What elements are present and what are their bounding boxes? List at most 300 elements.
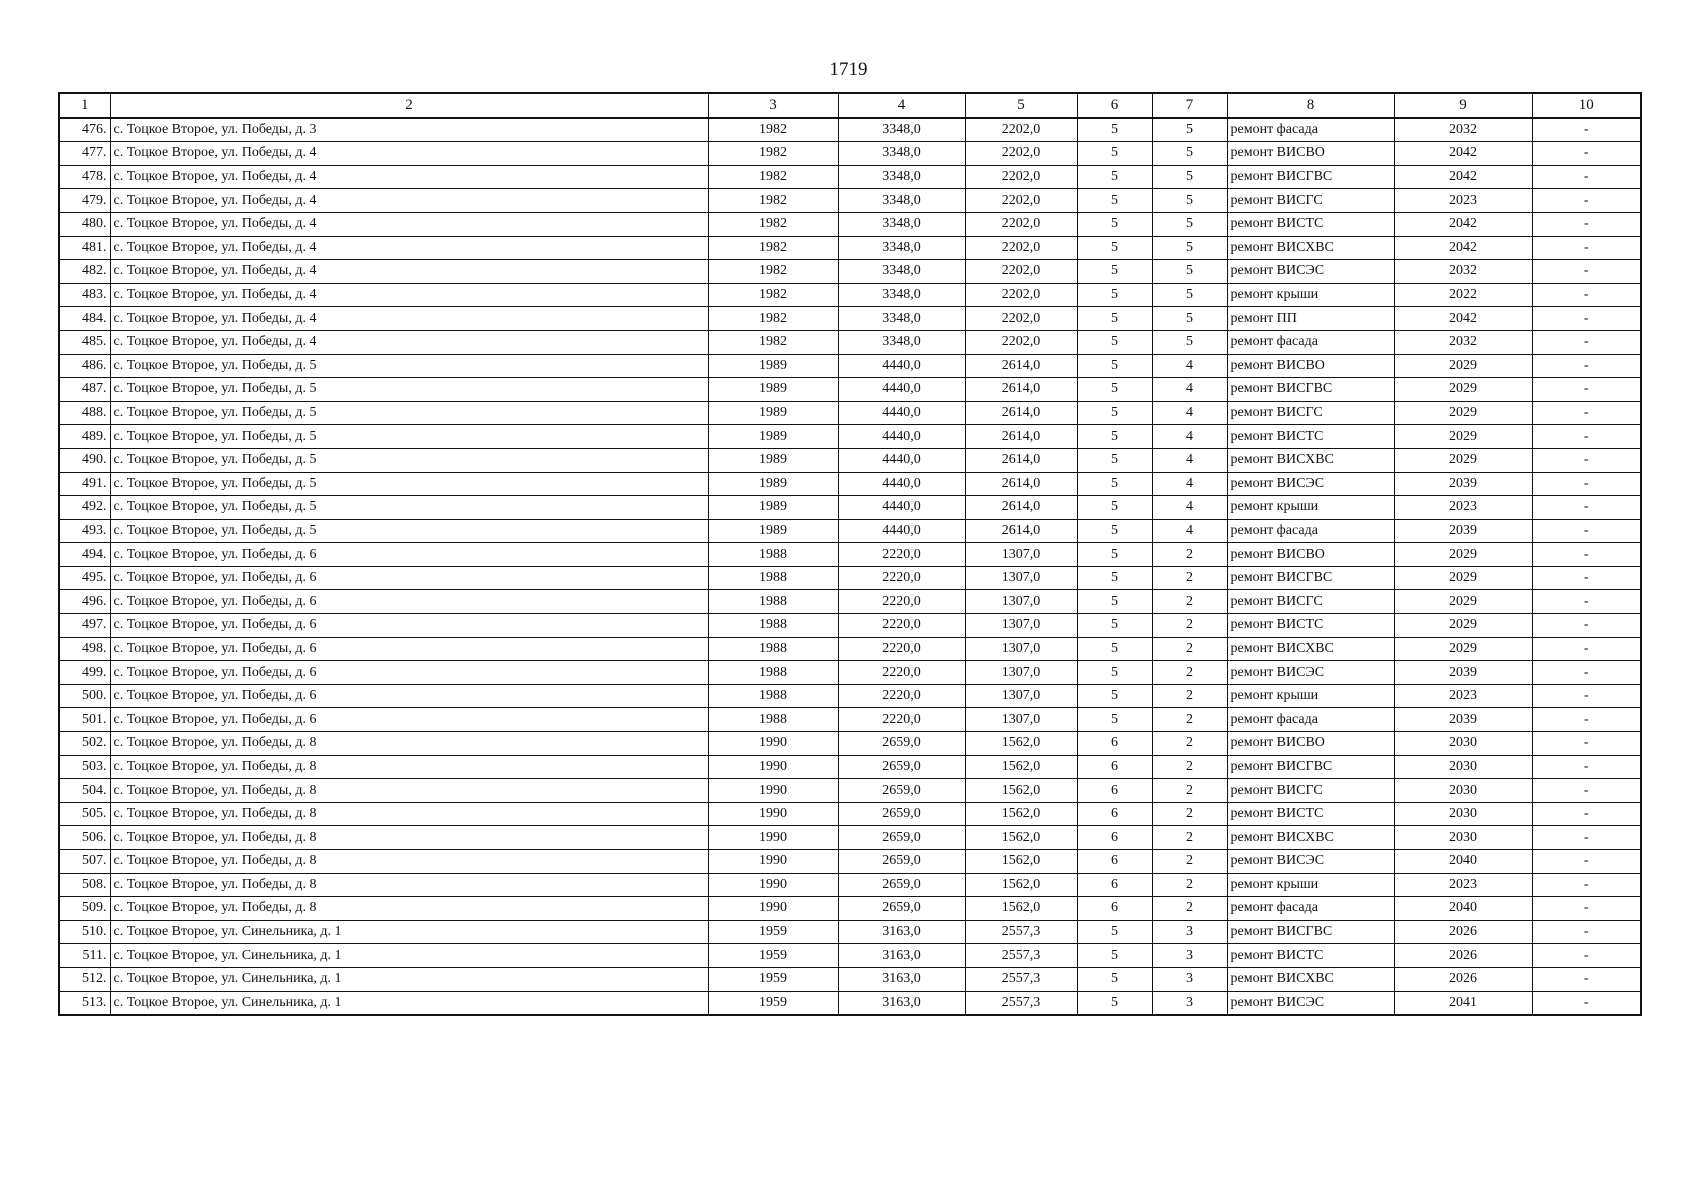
entrances-cell: 5 (1152, 260, 1227, 284)
row-number-cell: 477. (59, 142, 110, 166)
table-row (59, 260, 1641, 284)
living-area-cell: 2557,3 (965, 991, 1077, 1015)
work-type-cell: ремонт крыши (1227, 283, 1394, 307)
note-cell: - (1532, 118, 1641, 142)
build-year-cell: 1990 (708, 802, 838, 826)
floors-cell: 5 (1077, 378, 1152, 402)
entrances-cell: 4 (1152, 401, 1227, 425)
planned-year-cell: 2030 (1394, 732, 1532, 756)
living-area-cell: 2202,0 (965, 165, 1077, 189)
planned-year-cell: 2023 (1394, 496, 1532, 520)
table-row (59, 566, 1641, 590)
total-area-cell: 4440,0 (838, 378, 965, 402)
entrances-cell: 2 (1152, 637, 1227, 661)
row-number-cell: 483. (59, 283, 110, 307)
living-area-cell: 2614,0 (965, 378, 1077, 402)
note-cell: - (1532, 401, 1641, 425)
build-year-cell: 1989 (708, 425, 838, 449)
build-year-cell: 1989 (708, 378, 838, 402)
total-area-cell: 2659,0 (838, 779, 965, 803)
build-year-cell: 1959 (708, 944, 838, 968)
entrances-cell: 4 (1152, 472, 1227, 496)
entrances-cell: 2 (1152, 755, 1227, 779)
table-row (59, 755, 1641, 779)
total-area-cell: 3163,0 (838, 991, 965, 1015)
total-area-cell: 4440,0 (838, 472, 965, 496)
note-cell: - (1532, 826, 1641, 850)
build-year-cell: 1990 (708, 779, 838, 803)
floors-cell: 5 (1077, 330, 1152, 354)
column-header-4: 4 (838, 93, 965, 118)
table-row (59, 283, 1641, 307)
entrances-cell: 2 (1152, 684, 1227, 708)
total-area-cell: 2659,0 (838, 873, 965, 897)
table-row (59, 779, 1641, 803)
build-year-cell: 1982 (708, 212, 838, 236)
note-cell: - (1532, 260, 1641, 284)
address-cell: с. Тоцкое Второе, ул. Победы, д. 8 (110, 826, 708, 850)
total-area-cell: 2220,0 (838, 590, 965, 614)
total-area-cell: 2659,0 (838, 755, 965, 779)
work-type-cell: ремонт фасада (1227, 897, 1394, 921)
planned-year-cell: 2040 (1394, 850, 1532, 874)
planned-year-cell: 2023 (1394, 684, 1532, 708)
floors-cell: 5 (1077, 519, 1152, 543)
build-year-cell: 1982 (708, 118, 838, 142)
table-row (59, 661, 1641, 685)
table-row (59, 378, 1641, 402)
build-year-cell: 1988 (708, 614, 838, 638)
note-cell: - (1532, 755, 1641, 779)
note-cell: - (1532, 283, 1641, 307)
work-type-cell: ремонт ВИСХВС (1227, 826, 1394, 850)
floors-cell: 5 (1077, 967, 1152, 991)
floors-cell: 6 (1077, 802, 1152, 826)
row-number-cell: 501. (59, 708, 110, 732)
address-cell: с. Тоцкое Второе, ул. Победы, д. 6 (110, 590, 708, 614)
total-area-cell: 3348,0 (838, 142, 965, 166)
row-number-cell: 493. (59, 519, 110, 543)
column-header-1: 1 (59, 93, 110, 118)
floors-cell: 5 (1077, 401, 1152, 425)
table-row (59, 212, 1641, 236)
total-area-cell: 2220,0 (838, 708, 965, 732)
address-cell: с. Тоцкое Второе, ул. Победы, д. 3 (110, 118, 708, 142)
address-cell: с. Тоцкое Второе, ул. Победы, д. 6 (110, 566, 708, 590)
row-number-cell: 502. (59, 732, 110, 756)
living-area-cell: 2202,0 (965, 212, 1077, 236)
note-cell: - (1532, 944, 1641, 968)
row-number-cell: 478. (59, 165, 110, 189)
floors-cell: 5 (1077, 283, 1152, 307)
work-type-cell: ремонт ВИСГВС (1227, 920, 1394, 944)
work-type-cell: ремонт ВИСТС (1227, 802, 1394, 826)
address-cell: с. Тоцкое Второе, ул. Победы, д. 4 (110, 165, 708, 189)
entrances-cell: 5 (1152, 189, 1227, 213)
entrances-cell: 4 (1152, 354, 1227, 378)
build-year-cell: 1982 (708, 165, 838, 189)
total-area-cell: 3348,0 (838, 189, 965, 213)
address-cell: с. Тоцкое Второе, ул. Победы, д. 5 (110, 472, 708, 496)
note-cell: - (1532, 212, 1641, 236)
note-cell: - (1532, 236, 1641, 260)
note-cell: - (1532, 425, 1641, 449)
entrances-cell: 2 (1152, 732, 1227, 756)
living-area-cell: 2614,0 (965, 472, 1077, 496)
table-row (59, 897, 1641, 921)
planned-year-cell: 2030 (1394, 755, 1532, 779)
planned-year-cell: 2029 (1394, 590, 1532, 614)
note-cell: - (1532, 519, 1641, 543)
planned-year-cell: 2042 (1394, 212, 1532, 236)
build-year-cell: 1982 (708, 236, 838, 260)
address-cell: с. Тоцкое Второе, ул. Победы, д. 5 (110, 401, 708, 425)
living-area-cell: 1562,0 (965, 779, 1077, 803)
note-cell: - (1532, 614, 1641, 638)
total-area-cell: 3348,0 (838, 165, 965, 189)
address-cell: с. Тоцкое Второе, ул. Победы, д. 8 (110, 779, 708, 803)
note-cell: - (1532, 661, 1641, 685)
row-number-cell: 476. (59, 118, 110, 142)
build-year-cell: 1959 (708, 991, 838, 1015)
address-cell: с. Тоцкое Второе, ул. Синельника, д. 1 (110, 967, 708, 991)
living-area-cell: 1562,0 (965, 732, 1077, 756)
total-area-cell: 2220,0 (838, 566, 965, 590)
build-year-cell: 1990 (708, 732, 838, 756)
row-number-cell: 492. (59, 496, 110, 520)
entrances-cell: 2 (1152, 779, 1227, 803)
row-number-cell: 494. (59, 543, 110, 567)
floors-cell: 5 (1077, 425, 1152, 449)
work-type-cell: ремонт ВИСГС (1227, 401, 1394, 425)
total-area-cell: 4440,0 (838, 401, 965, 425)
total-area-cell: 3163,0 (838, 967, 965, 991)
table-row (59, 991, 1641, 1015)
work-type-cell: ремонт ВИСХВС (1227, 448, 1394, 472)
build-year-cell: 1982 (708, 283, 838, 307)
entrances-cell: 5 (1152, 330, 1227, 354)
build-year-cell: 1990 (708, 755, 838, 779)
entrances-cell: 2 (1152, 873, 1227, 897)
table-body (59, 118, 1641, 1016)
build-year-cell: 1982 (708, 330, 838, 354)
total-area-cell: 4440,0 (838, 496, 965, 520)
build-year-cell: 1989 (708, 354, 838, 378)
table-row (59, 165, 1641, 189)
table-row (59, 850, 1641, 874)
note-cell: - (1532, 165, 1641, 189)
floors-cell: 5 (1077, 614, 1152, 638)
table-row (59, 448, 1641, 472)
floors-cell: 5 (1077, 212, 1152, 236)
build-year-cell: 1988 (708, 590, 838, 614)
entrances-cell: 4 (1152, 496, 1227, 520)
row-number-cell: 508. (59, 873, 110, 897)
column-header-3: 3 (708, 93, 838, 118)
build-year-cell: 1982 (708, 142, 838, 166)
note-cell: - (1532, 496, 1641, 520)
note-cell: - (1532, 637, 1641, 661)
total-area-cell: 3348,0 (838, 307, 965, 331)
row-number-cell: 512. (59, 967, 110, 991)
work-type-cell: ремонт ВИСВО (1227, 732, 1394, 756)
address-cell: с. Тоцкое Второе, ул. Победы, д. 6 (110, 614, 708, 638)
entrances-cell: 2 (1152, 566, 1227, 590)
total-area-cell: 3163,0 (838, 920, 965, 944)
living-area-cell: 2614,0 (965, 448, 1077, 472)
work-type-cell: ремонт ВИСГВС (1227, 378, 1394, 402)
living-area-cell: 1307,0 (965, 708, 1077, 732)
note-cell: - (1532, 354, 1641, 378)
floors-cell: 6 (1077, 826, 1152, 850)
table-row (59, 425, 1641, 449)
living-area-cell: 2202,0 (965, 142, 1077, 166)
floors-cell: 6 (1077, 732, 1152, 756)
note-cell: - (1532, 802, 1641, 826)
planned-year-cell: 2029 (1394, 378, 1532, 402)
table-row (59, 118, 1641, 142)
row-number-cell: 504. (59, 779, 110, 803)
floors-cell: 6 (1077, 779, 1152, 803)
living-area-cell: 2557,3 (965, 967, 1077, 991)
row-number-cell: 484. (59, 307, 110, 331)
total-area-cell: 2220,0 (838, 684, 965, 708)
build-year-cell: 1982 (708, 307, 838, 331)
total-area-cell: 2220,0 (838, 637, 965, 661)
living-area-cell: 1562,0 (965, 850, 1077, 874)
build-year-cell: 1988 (708, 543, 838, 567)
living-area-cell: 2202,0 (965, 236, 1077, 260)
living-area-cell: 2614,0 (965, 425, 1077, 449)
table-row (59, 826, 1641, 850)
floors-cell: 5 (1077, 354, 1152, 378)
entrances-cell: 3 (1152, 991, 1227, 1015)
address-cell: с. Тоцкое Второе, ул. Победы, д. 8 (110, 755, 708, 779)
note-cell: - (1532, 590, 1641, 614)
entrances-cell: 5 (1152, 142, 1227, 166)
total-area-cell: 3163,0 (838, 944, 965, 968)
total-area-cell: 2659,0 (838, 732, 965, 756)
work-type-cell: ремонт ВИСТС (1227, 425, 1394, 449)
entrances-cell: 4 (1152, 519, 1227, 543)
table-row (59, 354, 1641, 378)
total-area-cell: 2659,0 (838, 850, 965, 874)
planned-year-cell: 2042 (1394, 165, 1532, 189)
work-type-cell: ремонт ВИСЭС (1227, 991, 1394, 1015)
living-area-cell: 2202,0 (965, 330, 1077, 354)
build-year-cell: 1989 (708, 472, 838, 496)
row-number-cell: 480. (59, 212, 110, 236)
total-area-cell: 3348,0 (838, 330, 965, 354)
work-type-cell: ремонт ВИСХВС (1227, 236, 1394, 260)
table-row (59, 472, 1641, 496)
note-cell: - (1532, 142, 1641, 166)
build-year-cell: 1959 (708, 920, 838, 944)
floors-cell: 5 (1077, 448, 1152, 472)
floors-cell: 5 (1077, 236, 1152, 260)
build-year-cell: 1989 (708, 496, 838, 520)
work-type-cell: ремонт крыши (1227, 684, 1394, 708)
address-cell: с. Тоцкое Второе, ул. Победы, д. 6 (110, 708, 708, 732)
build-year-cell: 1990 (708, 850, 838, 874)
row-number-cell: 482. (59, 260, 110, 284)
floors-cell: 5 (1077, 189, 1152, 213)
entrances-cell: 3 (1152, 944, 1227, 968)
table-row (59, 967, 1641, 991)
entrances-cell: 2 (1152, 850, 1227, 874)
floors-cell: 5 (1077, 944, 1152, 968)
work-type-cell: ремонт ВИСГС (1227, 779, 1394, 803)
note-cell: - (1532, 566, 1641, 590)
work-type-cell: ремонт ВИСТС (1227, 212, 1394, 236)
address-cell: с. Тоцкое Второе, ул. Победы, д. 4 (110, 307, 708, 331)
planned-year-cell: 2029 (1394, 401, 1532, 425)
planned-year-cell: 2040 (1394, 897, 1532, 921)
address-cell: с. Тоцкое Второе, ул. Победы, д. 4 (110, 330, 708, 354)
address-cell: с. Тоцкое Второе, ул. Победы, д. 8 (110, 873, 708, 897)
row-number-cell: 506. (59, 826, 110, 850)
entrances-cell: 4 (1152, 425, 1227, 449)
entrances-cell: 2 (1152, 614, 1227, 638)
build-year-cell: 1988 (708, 637, 838, 661)
note-cell: - (1532, 779, 1641, 803)
note-cell: - (1532, 991, 1641, 1015)
build-year-cell: 1988 (708, 684, 838, 708)
column-header-2: 2 (110, 93, 708, 118)
living-area-cell: 1562,0 (965, 802, 1077, 826)
planned-year-cell: 2042 (1394, 307, 1532, 331)
work-type-cell: ремонт фасада (1227, 330, 1394, 354)
row-number-cell: 487. (59, 378, 110, 402)
floors-cell: 5 (1077, 472, 1152, 496)
address-cell: с. Тоцкое Второе, ул. Победы, д. 4 (110, 212, 708, 236)
work-type-cell: ремонт ВИСЭС (1227, 472, 1394, 496)
living-area-cell: 2202,0 (965, 189, 1077, 213)
living-area-cell: 2557,3 (965, 920, 1077, 944)
work-type-cell: ремонт ВИСВО (1227, 354, 1394, 378)
work-type-cell: ремонт ВИСТС (1227, 614, 1394, 638)
address-cell: с. Тоцкое Второе, ул. Победы, д. 6 (110, 661, 708, 685)
floors-cell: 5 (1077, 590, 1152, 614)
planned-year-cell: 2039 (1394, 472, 1532, 496)
table-row (59, 873, 1641, 897)
total-area-cell: 4440,0 (838, 425, 965, 449)
address-cell: с. Тоцкое Второе, ул. Победы, д. 5 (110, 425, 708, 449)
entrances-cell: 5 (1152, 165, 1227, 189)
work-type-cell: ремонт фасада (1227, 519, 1394, 543)
address-cell: с. Тоцкое Второе, ул. Победы, д. 8 (110, 732, 708, 756)
total-area-cell: 4440,0 (838, 354, 965, 378)
address-cell: с. Тоцкое Второе, ул. Победы, д. 4 (110, 189, 708, 213)
build-year-cell: 1982 (708, 260, 838, 284)
floors-cell: 6 (1077, 897, 1152, 921)
entrances-cell: 2 (1152, 708, 1227, 732)
entrances-cell: 4 (1152, 378, 1227, 402)
build-year-cell: 1988 (708, 566, 838, 590)
table-row (59, 802, 1641, 826)
total-area-cell: 3348,0 (838, 236, 965, 260)
row-number-cell: 486. (59, 354, 110, 378)
total-area-cell: 2659,0 (838, 897, 965, 921)
row-number-cell: 509. (59, 897, 110, 921)
planned-year-cell: 2029 (1394, 543, 1532, 567)
note-cell: - (1532, 378, 1641, 402)
column-header-7: 7 (1152, 93, 1227, 118)
work-type-cell: ремонт ВИСГВС (1227, 165, 1394, 189)
work-type-cell: ремонт ВИСХВС (1227, 967, 1394, 991)
table-row (59, 189, 1641, 213)
planned-year-cell: 2039 (1394, 661, 1532, 685)
entrances-cell: 5 (1152, 283, 1227, 307)
note-cell: - (1532, 472, 1641, 496)
table-row (59, 614, 1641, 638)
entrances-cell: 5 (1152, 307, 1227, 331)
build-year-cell: 1990 (708, 873, 838, 897)
table-row (59, 684, 1641, 708)
floors-cell: 5 (1077, 543, 1152, 567)
living-area-cell: 1307,0 (965, 637, 1077, 661)
entrances-cell: 2 (1152, 590, 1227, 614)
work-type-cell: ремонт фасада (1227, 118, 1394, 142)
address-cell: с. Тоцкое Второе, ул. Победы, д. 5 (110, 496, 708, 520)
entrances-cell: 3 (1152, 967, 1227, 991)
row-number-cell: 513. (59, 991, 110, 1015)
planned-year-cell: 2029 (1394, 448, 1532, 472)
table-row (59, 732, 1641, 756)
floors-cell: 5 (1077, 684, 1152, 708)
living-area-cell: 1562,0 (965, 873, 1077, 897)
planned-year-cell: 2026 (1394, 944, 1532, 968)
row-number-cell: 485. (59, 330, 110, 354)
build-year-cell: 1989 (708, 519, 838, 543)
row-number-cell: 496. (59, 590, 110, 614)
total-area-cell: 2220,0 (838, 614, 965, 638)
planned-year-cell: 2042 (1394, 142, 1532, 166)
column-header-8: 8 (1227, 93, 1394, 118)
build-year-cell: 1988 (708, 708, 838, 732)
row-number-cell: 498. (59, 637, 110, 661)
column-header-9: 9 (1394, 93, 1532, 118)
living-area-cell: 2614,0 (965, 519, 1077, 543)
floors-cell: 5 (1077, 661, 1152, 685)
total-area-cell: 3348,0 (838, 283, 965, 307)
address-cell: с. Тоцкое Второе, ул. Синельника, д. 1 (110, 944, 708, 968)
entrances-cell: 5 (1152, 212, 1227, 236)
note-cell: - (1532, 708, 1641, 732)
row-number-cell: 511. (59, 944, 110, 968)
planned-year-cell: 2030 (1394, 779, 1532, 803)
row-number-cell: 481. (59, 236, 110, 260)
row-number-cell: 507. (59, 850, 110, 874)
floors-cell: 6 (1077, 755, 1152, 779)
row-number-cell: 495. (59, 566, 110, 590)
note-cell: - (1532, 920, 1641, 944)
entrances-cell: 4 (1152, 448, 1227, 472)
planned-year-cell: 2042 (1394, 236, 1532, 260)
address-cell: с. Тоцкое Второе, ул. Победы, д. 4 (110, 142, 708, 166)
planned-year-cell: 2029 (1394, 354, 1532, 378)
table-row (59, 330, 1641, 354)
table-row (59, 519, 1641, 543)
row-number-cell: 510. (59, 920, 110, 944)
build-year-cell: 1990 (708, 826, 838, 850)
living-area-cell: 2202,0 (965, 118, 1077, 142)
address-cell: с. Тоцкое Второе, ул. Победы, д. 5 (110, 378, 708, 402)
address-cell: с. Тоцкое Второе, ул. Победы, д. 4 (110, 283, 708, 307)
planned-year-cell: 2029 (1394, 637, 1532, 661)
row-number-cell: 479. (59, 189, 110, 213)
note-cell: - (1532, 543, 1641, 567)
